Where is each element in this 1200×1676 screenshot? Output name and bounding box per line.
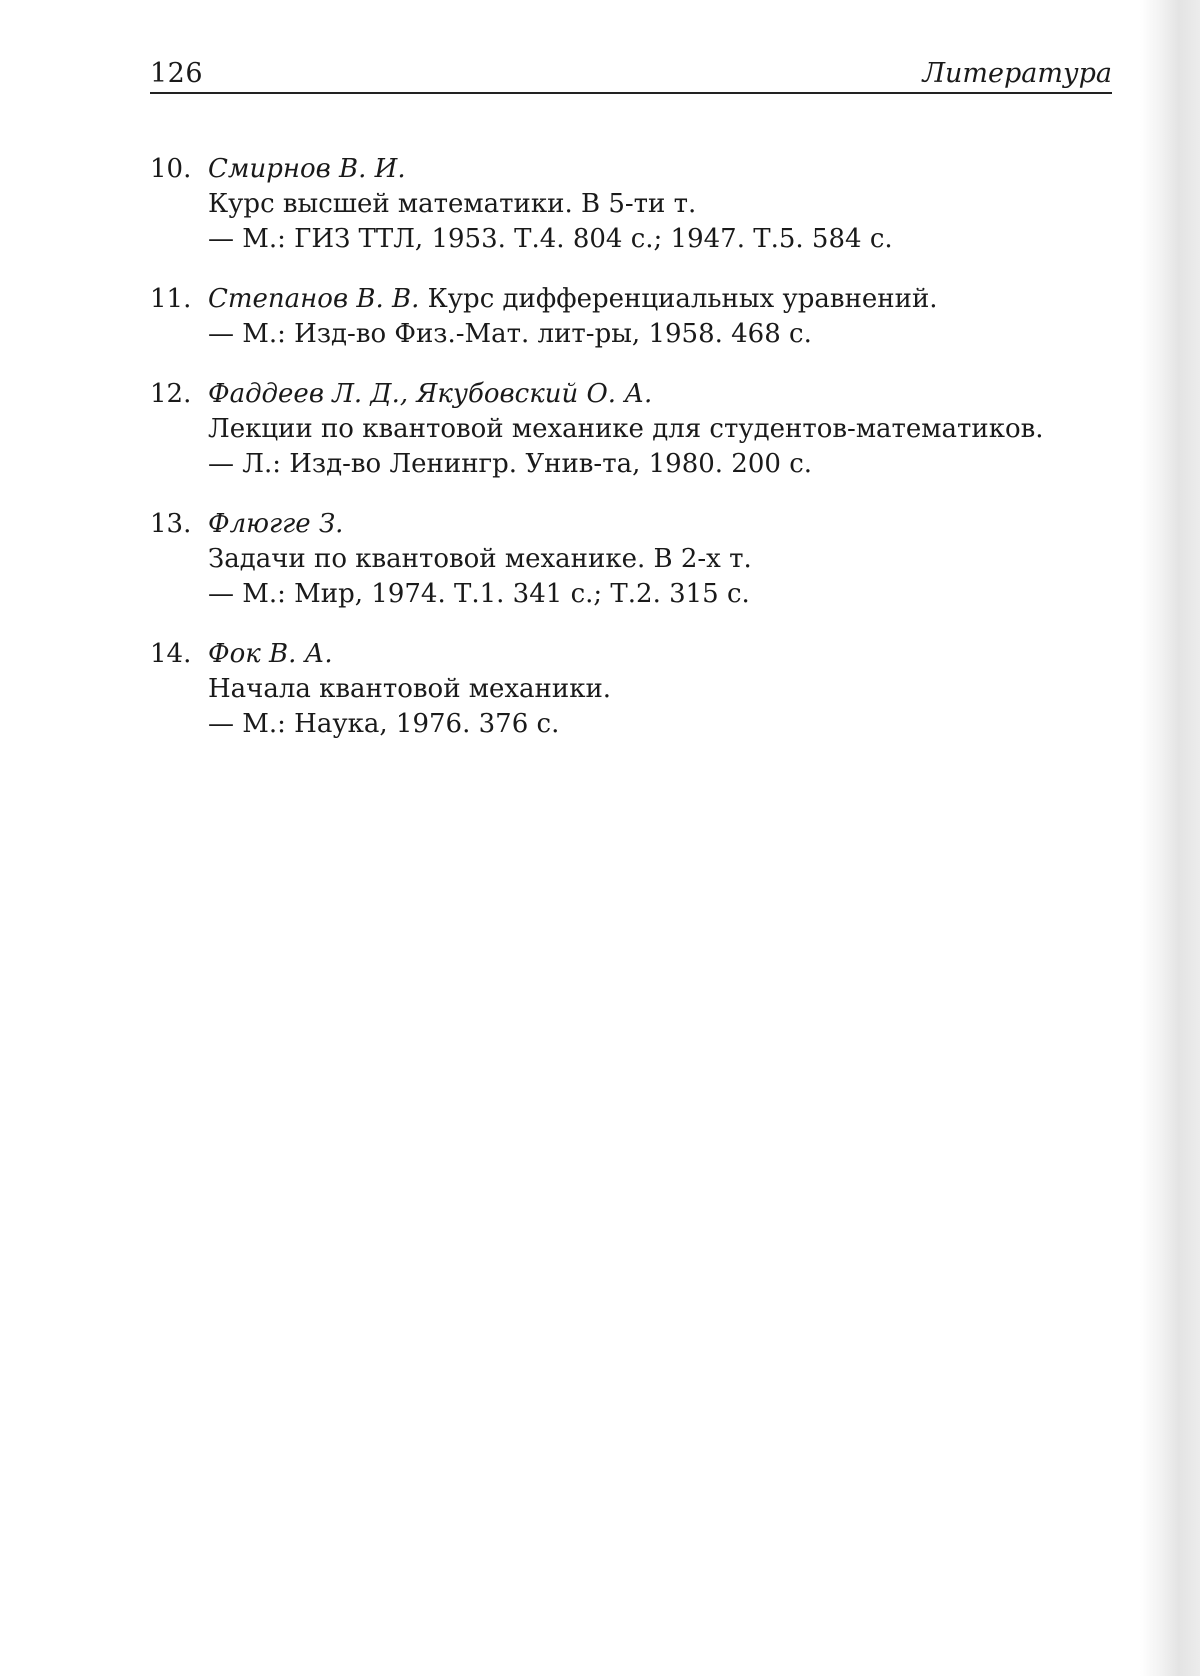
reference-publication: — Л.: Изд-во Ленингр. Унив-та, 1980. 200 с.	[208, 449, 813, 479]
reference-publication: — М.: Изд-во Физ.-Мат. лит-ры, 1958. 468 с.	[208, 319, 812, 349]
reference-title: Начала квантовой механики.	[208, 674, 612, 704]
reference-author: Фаддеев Л. Д., Якубовский О. А.	[208, 379, 653, 409]
reference-title: Задачи по квантовой механике. В 2-х т.	[208, 544, 752, 574]
reference-item	[150, 637, 1110, 742]
reference-list	[150, 152, 1110, 767]
reference-title: Курс дифференциальных уравнений.	[419, 284, 938, 314]
page-number: 126	[150, 58, 204, 89]
reference-author: Степанов В. В.	[208, 284, 420, 314]
page-header	[150, 52, 1112, 94]
reference-publication: — М.: Наука, 1976. 376 с.	[208, 709, 560, 739]
reference-number: 11.	[150, 284, 192, 314]
reference-item	[150, 507, 1110, 612]
reference-item	[150, 152, 1110, 257]
reference-item	[150, 377, 1110, 482]
reference-number: 14.	[150, 639, 192, 669]
reference-number: 13.	[150, 509, 192, 539]
reference-number: 12.	[150, 379, 192, 409]
reference-title: Курс высшей математики. В 5-ти т.	[208, 189, 697, 219]
reference-author: Флюгге З.	[208, 509, 344, 539]
page-edge-shadow	[1140, 0, 1200, 1676]
reference-author: Фок В. А.	[208, 639, 333, 669]
reference-number: 10.	[150, 154, 192, 184]
running-title: Литература	[922, 58, 1112, 89]
reference-publication: — М.: Мир, 1974. Т.1. 341 с.; Т.2. 315 с.	[208, 579, 750, 609]
reference-title: Лекции по квантовой механике для студентов-математиков.	[208, 414, 1044, 444]
reference-publication: — М.: ГИЗ ТТЛ, 1953. Т.4. 804 с.; 1947. Т.5. 584 с.	[208, 224, 893, 254]
reference-item	[150, 282, 1110, 352]
reference-author: Смирнов В. И.	[208, 154, 406, 184]
